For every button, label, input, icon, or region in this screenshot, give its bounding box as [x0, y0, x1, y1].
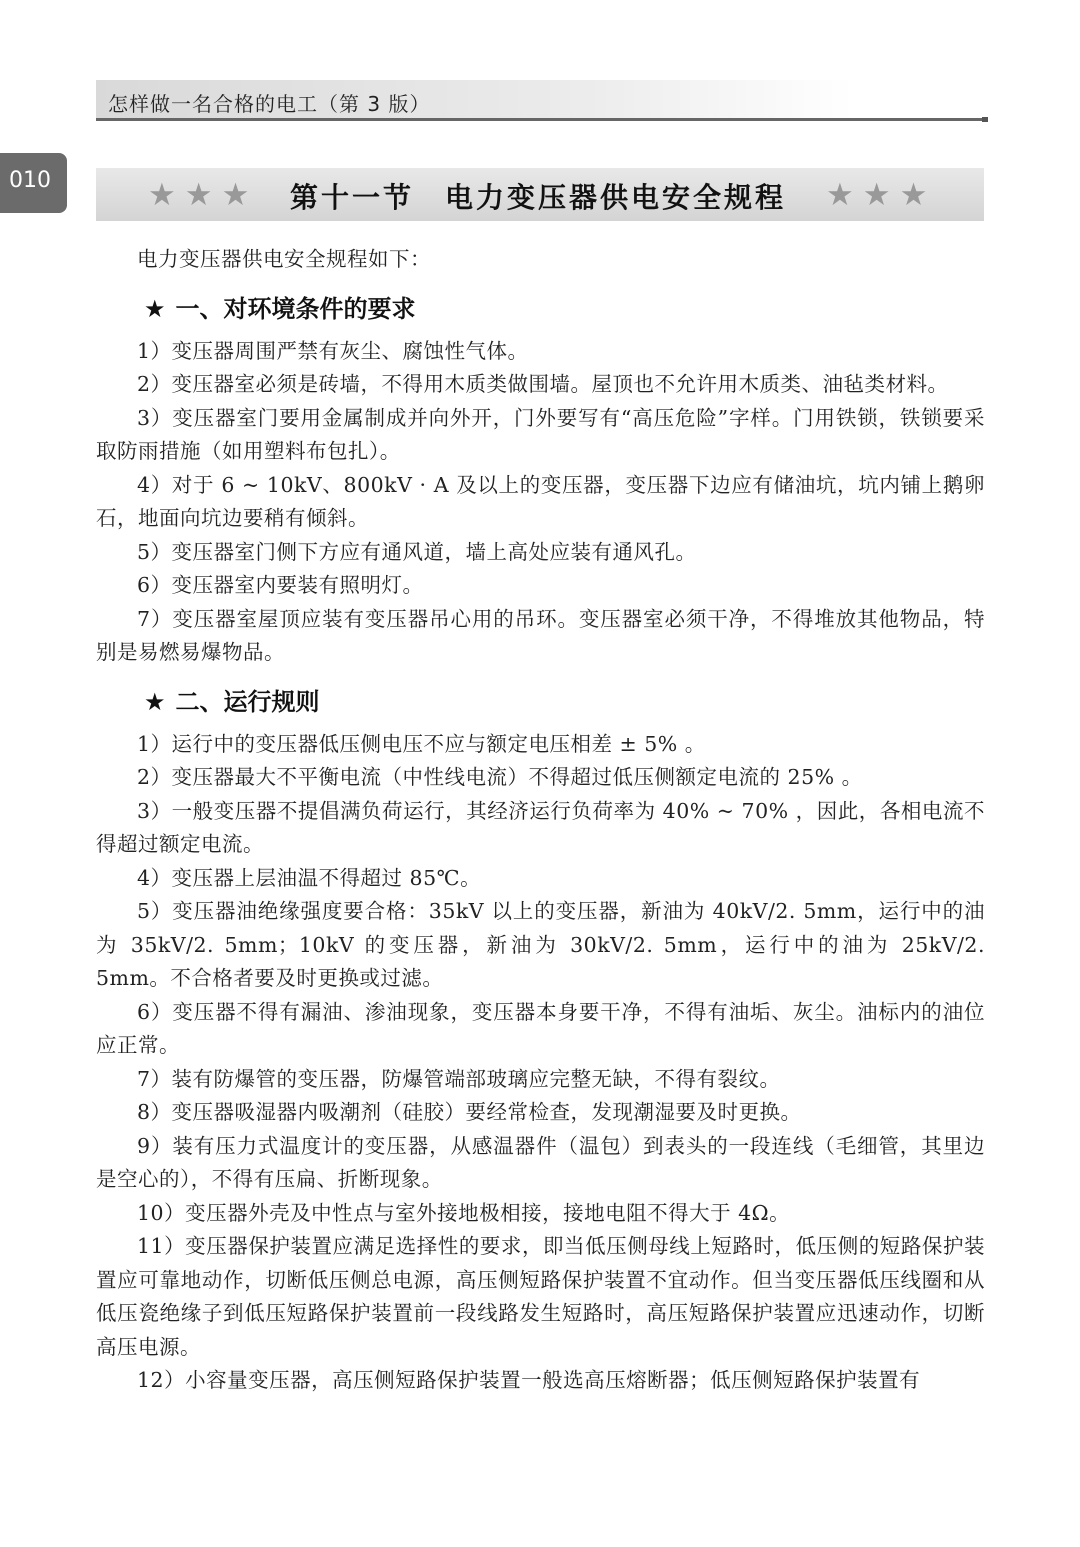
header-rule-end: [982, 117, 988, 122]
intro-paragraph: 电力变压器供电安全规程如下：: [137, 247, 431, 271]
list-item: 1）变压器周围严禁有灰尘、腐蚀性气体。: [137, 338, 529, 363]
section-title: 第十一节 电力变压器供电安全规程: [290, 181, 787, 214]
part2-heading-text: 二、运行规则: [175, 687, 320, 716]
list-item: 5）变压器室门侧下方应有通风道，墙上高处应装有通风孔。: [137, 539, 697, 564]
list-item: 3）一般变压器不提倡满负荷运行，其经济运行负荷率为 40% ~ 70% ，因此，各相电流不得超过额定电流。: [96, 798, 985, 856]
part2-heading: [144, 684, 985, 720]
list-item: 11）变压器保护装置应满足选择性的要求，即当低压侧母线上短路时，低压侧的短路保护装置应可靠地动作，切断低压侧总电源，高压侧短路保护装置不宜动作。但当变压器低压线圈和从低压瓷绝缘子到低压短路保护装置前一段线路发生短路时，高压短路保护装置应迅速动作，切断高压电源。: [96, 1234, 985, 1359]
list-item: 7）变压器室屋顶应装有变压器吊心用的吊环。变压器室必须干净，不得堆放其他物品，特别是易燃易爆物品。: [96, 606, 985, 664]
list-item: 2）变压器室必须是砖墙，不得用木质类做围墙。屋顶也不允许用木质类、油毡类材料。: [137, 372, 949, 396]
list-item: 7）装有防爆管的变压器，防爆管端部玻璃应完整无缺，不得有裂纹。: [137, 1066, 781, 1091]
list-item: 6）变压器室内要装有照明灯。: [137, 573, 424, 597]
section-title-bar: [96, 168, 984, 221]
star-icon: ★: [148, 177, 176, 213]
part1-heading-text: 一、对环境条件的要求: [175, 294, 416, 323]
body-text: [96, 243, 993, 1398]
star-icon: ★: [184, 177, 213, 213]
star-bullet-icon: ★: [144, 687, 166, 716]
right-stars: [826, 177, 928, 213]
part1-heading: [144, 291, 985, 327]
page-number-tab: [0, 153, 67, 213]
star-icon: ★: [862, 177, 891, 213]
page-number: 010: [9, 168, 51, 193]
star-icon: ★: [899, 177, 928, 213]
list-item: 3）变压器室门要用金属制成并向外开，门外要写有“高压危险”字样。门用铁锁，铁锁要采取防雨措施（如用塑料布包扎）。: [96, 405, 985, 463]
left-stars: [148, 177, 250, 213]
list-item: 1）运行中的变压器低压侧电压不应与额定电压相差 ± 5% 。: [137, 731, 706, 756]
list-item: 12）小容量变压器，高压侧短路保护装置一般选高压熔断器；低压侧短路保护装置有: [137, 1368, 921, 1392]
book-title: 怎样做一名合格的电工（第 3 版）: [108, 92, 431, 116]
list-item: 5）变压器油绝缘强度要合格：35kV 以上的变压器，新油为 40kV/2. 5mm，运行中的油为 35kV/2. 5mm；10kV 的变压器，新油为 30kV/2. 5mm，运行中的油为 25kV/2. 5mm。不合格者要及时更换或过滤。: [96, 899, 993, 990]
star-icon: ★: [826, 177, 854, 213]
list-item: 4）变压器上层油温不得超过 85℃。: [137, 865, 482, 890]
list-item: 8）变压器吸湿器内吸潮剂（硅胶）要经常检查，发现潮湿要及时更换。: [137, 1100, 802, 1124]
star-icon: ★: [221, 177, 250, 213]
list-item: 2）变压器最大不平衡电流（中性线电流）不得超过低压侧额定电流的 25% 。: [137, 765, 863, 789]
list-item: 6）变压器不得有漏油、渗油现象，变压器本身要干净，不得有油垢、灰尘。油标内的油位应正常。: [96, 999, 985, 1057]
list-item: 9）装有压力式温度计的变压器，从感温器件（温包）到表头的一段连线（毛细管，其里边是空心的），不得有压扁、折断现象。: [96, 1133, 985, 1191]
running-header: [96, 80, 988, 121]
star-bullet-icon: ★: [144, 294, 166, 323]
list-item: 4）对于 6 ~ 10kV、800kV · A 及以上的变压器，变压器下边应有储油坑，坑内铺上鹅卵石，地面向坑边要稍有倾斜。: [96, 472, 985, 530]
list-item: 10）变压器外壳及中性点与室外接地极相接，接地电阻不得大于 4Ω。: [137, 1200, 791, 1225]
